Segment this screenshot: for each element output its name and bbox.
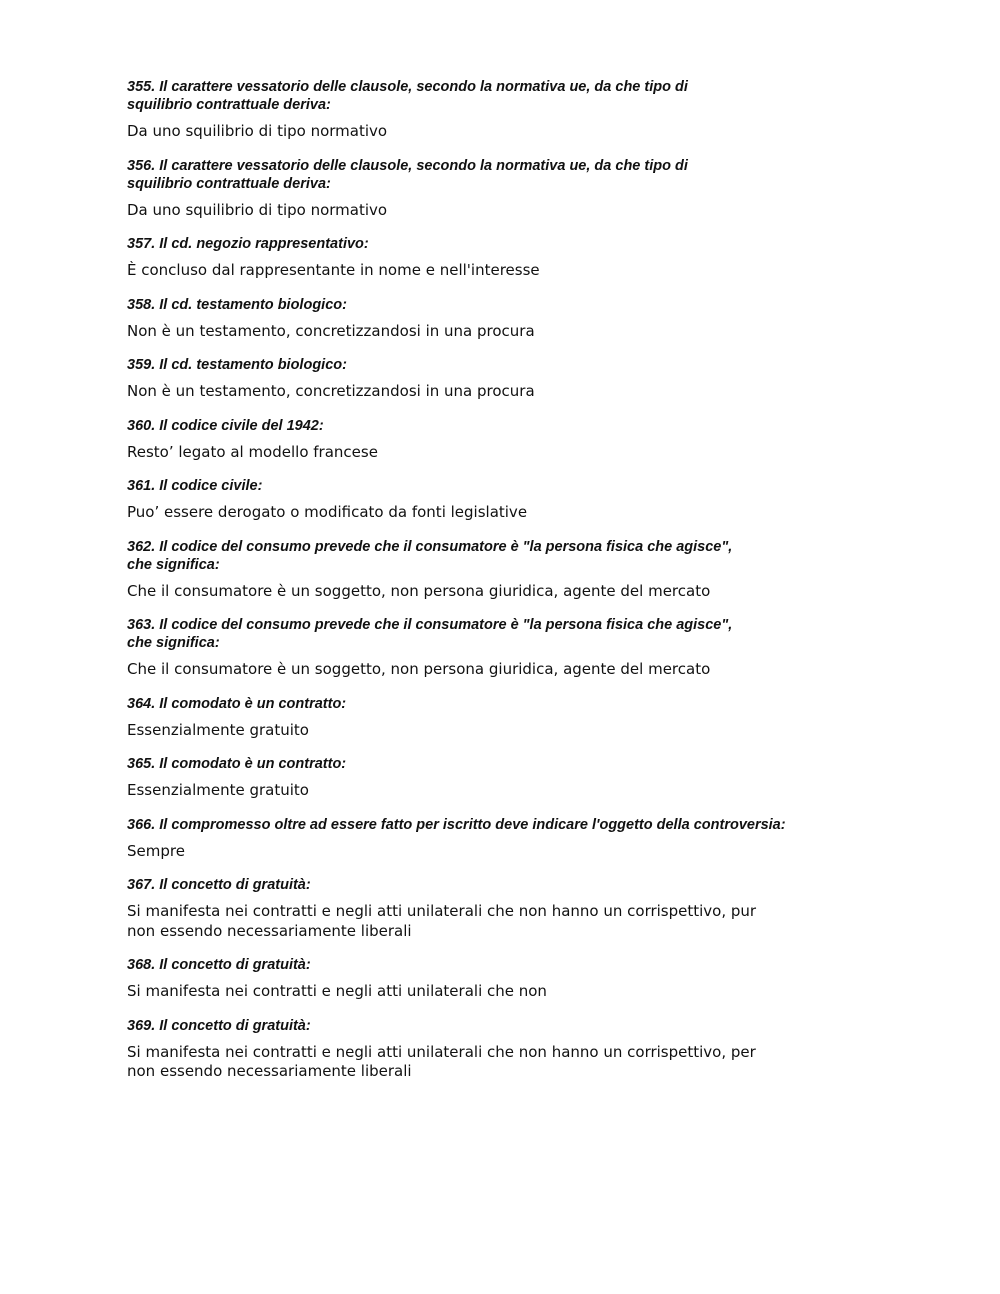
answer-text: Non è un testamento, concretizzandosi in una procura [127,382,535,400]
answer-text: È concluso dal rappresentante in nome e nell'interesse [127,261,540,279]
answer-text: Si manifesta nei contratti e negli atti unilaterali che non [127,982,547,1000]
qa-item [127,157,867,221]
qa-item [127,876,867,941]
qa-item [127,477,867,523]
question-text: 361. Il codice civile: [127,478,263,494]
qa-item [127,616,867,680]
qa-item [127,235,867,281]
qa-item [127,538,867,602]
answer-text: Essenzialmente gratuito [127,720,309,739]
question-text: 358. Il cd. testamento biologico: [127,296,347,313]
answer-text: Si manifesta nei contratti e negli atti unilaterali che non hanno un corrispettivo, per non essendo necessariamente liberali [127,1042,756,1080]
qa-item [127,356,867,402]
answer-text: Si manifesta nei contratti e negli atti unilaterali che non hanno un corrispettivo, pur non essendo necessariamente liberali [127,902,757,940]
qa-item [127,296,867,342]
question-text: 355. Il carattere vessatorio delle clausole, secondo la normativa ue, da che tipo di squilibrio contrattuale deriva: [127,79,688,113]
question-text: 368. Il concetto di gratuità: [127,957,311,973]
document-page [127,78,867,1097]
question-text: 369. Il concetto di gratuità: [127,1017,311,1034]
qa-item [127,78,867,142]
qa-item [127,1017,867,1082]
question-text: 362. Il codice del consumo prevede che il consumatore è "la persona fisica che agisce", che significa: [127,538,733,573]
answer-text: Essenzialmente gratuito [127,781,309,799]
answer-text: Da uno squilibrio di tipo normativo [127,200,388,219]
question-text: 366. Il compromesso oltre ad essere fatto per iscritto deve indicare l'oggetto della controversia: [127,816,786,833]
qa-item [127,695,867,741]
answer-text: Non è un testamento, concretizzandosi in una procura [127,321,535,340]
answer-text: Da uno squilibrio di tipo normativo [127,122,388,140]
question-text: 365. Il comodato è un contratto: [127,756,347,772]
answer-text: Resto’ legato al modello francese [127,442,378,461]
question-text: 359. Il cd. testamento biologico: [127,357,347,373]
answer-text: Puo’ essere derogato o modificato da fonti legislative [127,503,528,521]
qa-item [127,417,867,463]
qa-item [127,956,867,1002]
question-text: 356. Il carattere vessatorio delle clausole, secondo la normativa ue, da che tipo di squilibrio contrattuale deriva: [127,157,688,192]
answer-text: Sempre [127,841,185,860]
answer-text: Che il consumatore è un soggetto, non persona giuridica, agente del mercato [127,581,711,600]
question-text: 363. Il codice del consumo prevede che il consumatore è "la persona fisica che agisce", che significa: [127,617,733,651]
answer-text: Che il consumatore è un soggetto, non persona giuridica, agente del mercato [127,660,711,678]
question-text: 360. Il codice civile del 1942: [127,417,324,434]
question-text: 357. Il cd. negozio rappresentativo: [127,236,369,252]
qa-item [127,755,867,801]
question-text: 364. Il comodato è un contratto: [127,695,347,712]
question-text: 367. Il concetto di gratuità: [127,877,311,893]
qa-item [127,816,867,862]
